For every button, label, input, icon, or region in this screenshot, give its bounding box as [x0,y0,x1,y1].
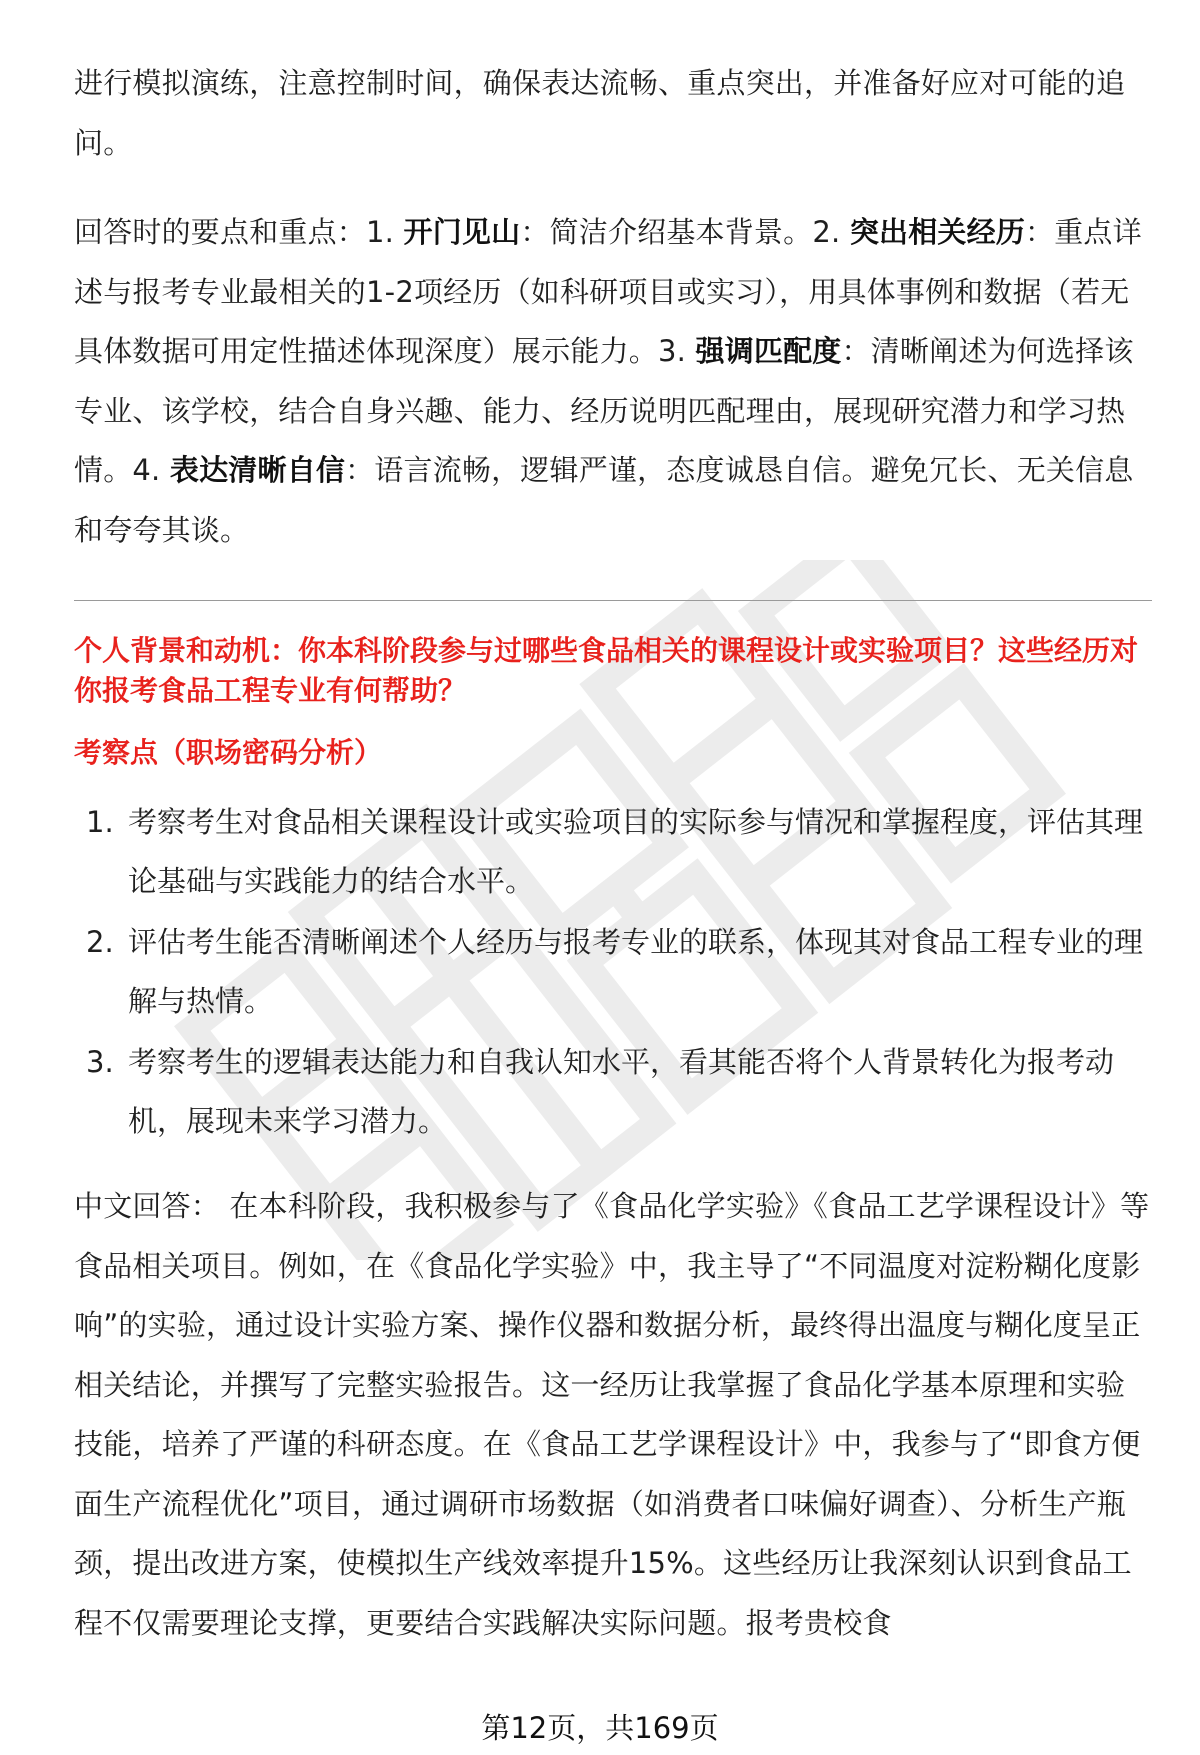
list-item [74,1033,1152,1151]
key-points-lead: 回答时的要点和重点：1. [74,215,404,249]
list-item-text: 考察考生对食品相关课程设计或实验项目的实际参与情况和掌握程度，评估其理论基础与实践能力的结合水平。 [128,805,1144,898]
list-item [74,793,1152,911]
list-item-text: 考察考生的逻辑表达能力和自我认知水平，看其能否将个人背景转化为报考动机，展现未来学习潜力。 [128,1045,1115,1138]
exam-points-title: 考察点（职场密码分析） [74,736,383,769]
key-point-1-text: ：简洁介绍基本背景。2. [520,215,850,249]
key-point-4-title: 表达清晰自信 [169,453,346,487]
list-item [74,913,1152,1031]
question-heading: 个人背景和动机：你本科阶段参与过哪些食品相关的课程设计或实验项目？这些经历对你报考食品工程专业有何帮助？ [74,634,1139,707]
page-number: 第12页，共169页 [481,1711,719,1745]
key-point-2-title: 突出相关经历 [849,215,1026,249]
key-points-paragraph [74,203,1152,560]
list-item-number: 3. [86,1045,114,1079]
key-point-1-title: 开门见山 [403,215,521,249]
list-item-number: 1. [86,805,114,839]
answer-paragraph: 中文回答： 在本科阶段，我积极参与了《食品化学实验》《食品工艺学课程设计》等食品相关项目。例如，在《食品化学实验》中，我主导了“不同温度对淀粉糊化度影响”的实验，通过设计实验方案、操作仪器和数据分析，最终得出温度与糊化度呈正相关结论，并撰写了完整实验报告。这一经历让我掌握了食品化学基本原理和实验技能，培养了严谨的科研态度。在《食品工艺学课程设计》中，我参与了“即食方便面生产流程优化”项目，通过调研市场数据（如消费者口味偏好调查）、分析生产瓶颈，提出改进方案，使模拟生产线效率提升15%。这些经历让我深刻认识到食品工程不仅需要理论支撑，更要结合实践解决实际问题。报考贵校食 [74,1189,1150,1640]
key-point-4-text: ：语言流畅，逻辑严谨，态度诚恳自信。避免冗长、无关信息和夸夸其谈。 [74,453,1134,547]
list-item-text: 评估考生能否清晰阐述个人经历与报考专业的联系，体现其对食品工程专业的理解与热情。 [128,925,1144,1018]
document-body [74,54,1152,1653]
key-point-3-title: 强调匹配度 [695,334,842,368]
intro-paragraph: 进行模拟演练，注意控制时间，确保表达流畅、重点突出，并准备好应对可能的追问。 [74,66,1126,160]
key-point-3-text: ：清晰阐述为何选择该专业、该学校，结合自身兴趣、能力、经历说明匹配理由，展现研究潜力和学习热情。4. [74,334,1134,487]
exam-points-list [74,793,1152,1151]
list-item-number: 2. [86,925,114,959]
key-point-2-text: ：重点详述与报考专业最相关的1-2项经历（如科研项目或实习），用具体事例和数据（若无具体数据可用定性描述体现深度）展示能力。3. [74,215,1142,368]
